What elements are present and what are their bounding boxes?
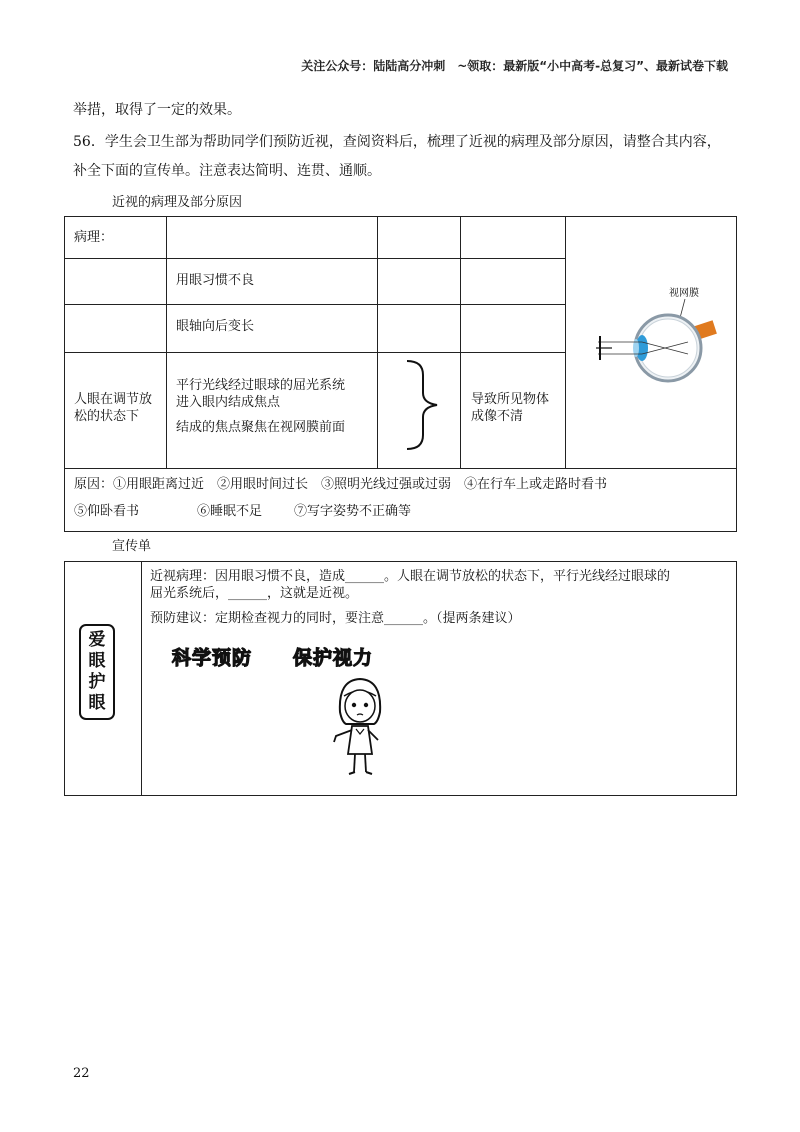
pathology-label: 病理：: [74, 230, 114, 245]
retina-label: 视网膜: [669, 288, 699, 299]
badge-char: 爱: [88, 630, 106, 650]
cell-process-3: 结成的焦点聚焦在视网膜前面: [176, 420, 346, 435]
header-note: 关注公众号：陆陆高分冲刺 ~领取：最新版“小中高考-总复习”、最新试卷下载: [301, 59, 728, 73]
slogan-right: 保护视力: [293, 647, 374, 669]
cell-result-1: 导致所见物体: [471, 392, 550, 407]
cell-result-2: 成像不清: [471, 409, 524, 424]
brace-icon: [395, 357, 445, 452]
cell-habit: 用眼习惯不良: [176, 273, 255, 288]
poster-table: [64, 561, 737, 796]
poster-text-2: 屈光系统后，______，这就是近视。: [150, 586, 359, 601]
cell-process-1: 平行光线经过眼球的屈光系统: [176, 378, 346, 393]
causes-item-5: ⑤仰卧看书: [74, 504, 140, 519]
slogan-left: 科学预防: [172, 647, 253, 669]
cell-state-1: 人眼在调节放: [74, 392, 153, 407]
eye-diagram-icon: [590, 278, 725, 393]
poster-caption: 宣传单: [112, 539, 152, 554]
question-line-2: 补全下面的宣传单。注意表达简明、连贯、通顺。: [73, 163, 381, 179]
badge-char: 眼: [88, 651, 106, 671]
cell-process-2: 进入眼内结成焦点: [176, 395, 281, 410]
body-line: 举措，取得了一定的效果。: [73, 102, 241, 118]
causes-item-6: ⑥睡眠不足: [197, 504, 263, 519]
causes-item-7: ⑦写字姿势不正确等: [294, 504, 412, 519]
badge-char: 眼: [88, 693, 106, 713]
question-line-1: 56．学生会卫生部为帮助同学们预防近视，查阅资料后，梳理了近视的病理及部分原因，请整合其内容，: [73, 134, 721, 150]
poster-text-3: 预防建议：定期检查视力的同时，要注意______。（提两条建议）: [150, 611, 521, 626]
girl-cartoon-icon: [330, 674, 390, 784]
cell-axis: 眼轴向后变长: [176, 319, 255, 334]
cell-state-2: 松的状态下: [74, 409, 140, 424]
poster-text-1: 近视病理：因用眼习惯不良，造成______。人眼在调节放松的状态下，平行光线经过眼球的: [150, 569, 671, 584]
causes-line-1: 原因：①用眼距离过近 ②用眼时间过长 ③照明光线过强或过弱 ④在行车上或走路时看书: [74, 477, 608, 492]
page-number: 22: [73, 1066, 90, 1081]
table-caption: 近视的病理及部分原因: [112, 195, 243, 210]
badge-char: 护: [88, 672, 106, 692]
eye-care-badge: [79, 624, 115, 720]
